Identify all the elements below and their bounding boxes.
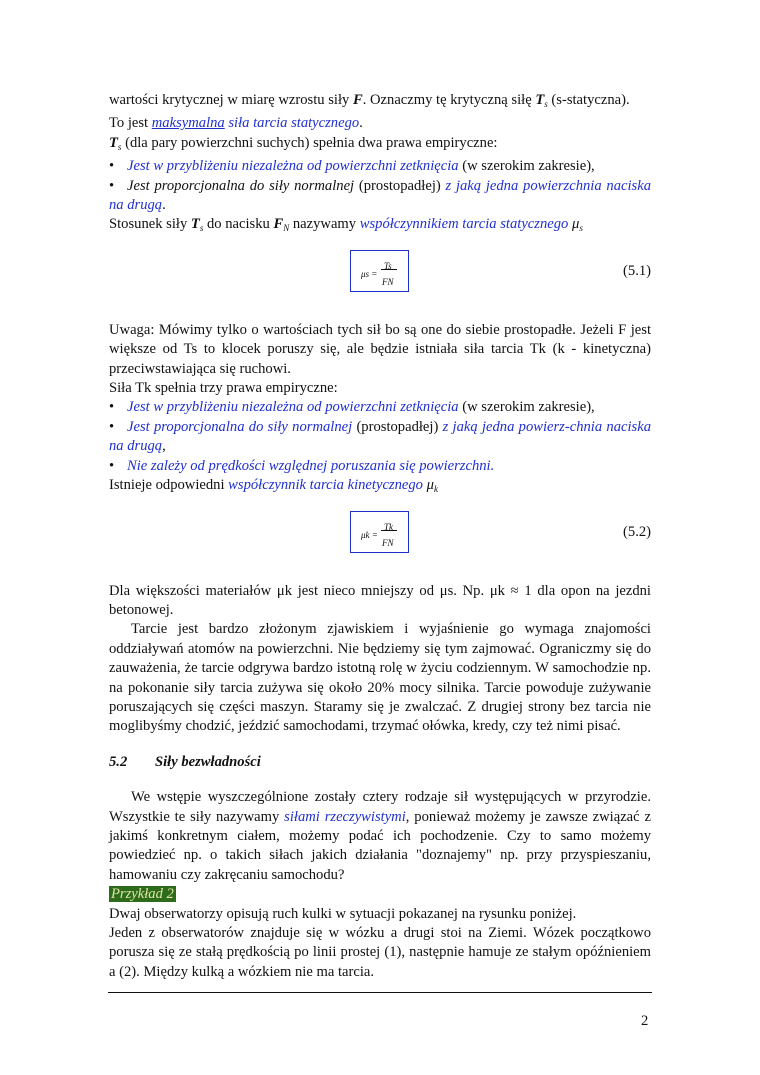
equation-5-1 bbox=[109, 247, 651, 305]
paragraph-uwaga: Uwaga: Mówimy tylko o wartościach tych sił bo są one do siebie prostopadłe. Jeżeli F jest większe od Ts to klocek poruszy się, ale będzie istniała siła tarcia Tk (k - kinetyczna) przeciwstawiająca się ruchowi. bbox=[109, 321, 651, 377]
kinetic-law-2: • Jest proporcjonalna do siły normalnej (prostopadłej) z jaką jedna powierz-chnia naciska na drugą, bbox=[109, 418, 651, 455]
equation-box: μs = Ts FN bbox=[350, 250, 409, 292]
example-label: Przykład 2 bbox=[111, 886, 174, 903]
paragraph-kinetic-intro: Siła Tk spełnia trzy prawa empiryczne: bbox=[109, 380, 338, 397]
example-label-line bbox=[109, 885, 651, 904]
page-body bbox=[109, 91, 651, 982]
bullet-icon: • bbox=[109, 177, 115, 194]
paragraph-intro-forces: We wstępie wyszczególnione zostały cztery rodzaje sił występujących w przyrodzie. Wszystkie te siły nazywamy siłami rzeczywistymi, ponieważ możemy je zawsze związać z jakimś konkretnym ciałem, możemy podać ich pochodzenie. Czy to samo możemy powiedzieć np. o takich siłach jakich działania "doznajemy" np. przy przyspieszaniu, hamowaniu czy zakręcaniu samochodu? bbox=[109, 789, 651, 883]
paragraph-max-static: To jest maksymalna siła tarcia statycznego. bbox=[109, 115, 363, 132]
paragraph-friction: Tarcie jest bardzo złożonym zjawiskiem i wyjaśnienie go wymaga znajomości oddziaływań atomów na powierzchni. Nie będziemy się tym zajmować. Ograniczmy się do zauważenia, że tarcie odgrywa bardzo istotną rolę w życiu codziennym. W samochodzie np. na pokonanie siły tarcia zużywa się około 20% mocy silnika. Tarcie powoduje zużywanie poruszających się części maszyn. Staramy się je zwalczać. Z drugiej strony bez tarcia nie moglibyśmy chodzić, jeździć samochodami, trzymać ołówka, kredy, czy też nimi pisać. bbox=[109, 621, 651, 735]
section-heading: 5.2 Siły bezwładności bbox=[109, 753, 261, 770]
equation-box: μk = Tk FN bbox=[350, 511, 409, 553]
bullet-icon: • bbox=[109, 457, 115, 474]
kinetic-law-1: • Jest w przybliżeniu niezależna od powierzchni zetknięcia (w szerokim zakresie), bbox=[109, 398, 651, 417]
paragraph-materials: Dla większości materiałów μk jest nieco mniejszy od μs. Np. μk ≈ 1 dla opon na jezdni betonowej. bbox=[109, 582, 651, 618]
footer-rule bbox=[108, 992, 652, 993]
paragraph-laws-intro: $T_s$ (dla pary powierzchni suchych) spełnia dwa prawa empiryczne: bbox=[109, 134, 498, 152]
kinetic-law-3: • Nie zależy od prędkości względnej poruszania się powierzchni. bbox=[109, 457, 651, 476]
equation-number: (5.2) bbox=[623, 523, 651, 540]
page-number: 2 bbox=[641, 1013, 649, 1029]
paragraph-critical-force: wartości krytycznej w miarę wzrostu siły F. Oznaczmy tę krytyczną siłę $T_s$ (s-statyczna). bbox=[109, 92, 630, 109]
paragraph-example-2: Jeden z obserwatorów znajduje się w wózku a drugi stoi na Ziemi. Wózek początkowo porusza się ze stałą prędkością po linii prostej (1), następnie hamuje ze stałym opóźnieniem a (2). Między kulką a wózkiem nie ma tarcia. bbox=[109, 925, 651, 980]
paragraph-example-1: Dwaj obserwatorzy opisują ruch kulki w sytuacji pokazanej na rysunku poniżej. bbox=[109, 905, 577, 922]
static-law-2: • Jest proporcjonalna do siły normalnej (prostopadłej) z jaką jedna powierzchnia naciska na drugą. bbox=[109, 177, 652, 214]
paragraph-static-coef: Stosunek siły $T_s$ do nacisku $F_N$ nazywamy współczynnikiem tarcia statycznego $\mu_s$ bbox=[109, 216, 583, 234]
bullet-icon: • bbox=[109, 418, 115, 435]
equation-5-2 bbox=[109, 508, 651, 566]
bullet-icon: • bbox=[109, 158, 115, 175]
static-law-1: • Jest w przybliżeniu niezależna od powierzchni zetknięcia (w szerokim zakresie), bbox=[109, 157, 651, 176]
equation-number: (5.1) bbox=[623, 262, 651, 279]
bullet-icon: • bbox=[109, 399, 115, 416]
paragraph-kinetic-coef: Istnieje odpowiedni współczynnik tarcia kinetycznego $\mu_k$ bbox=[109, 477, 438, 495]
max-link[interactable]: maksymalna bbox=[151, 115, 225, 132]
